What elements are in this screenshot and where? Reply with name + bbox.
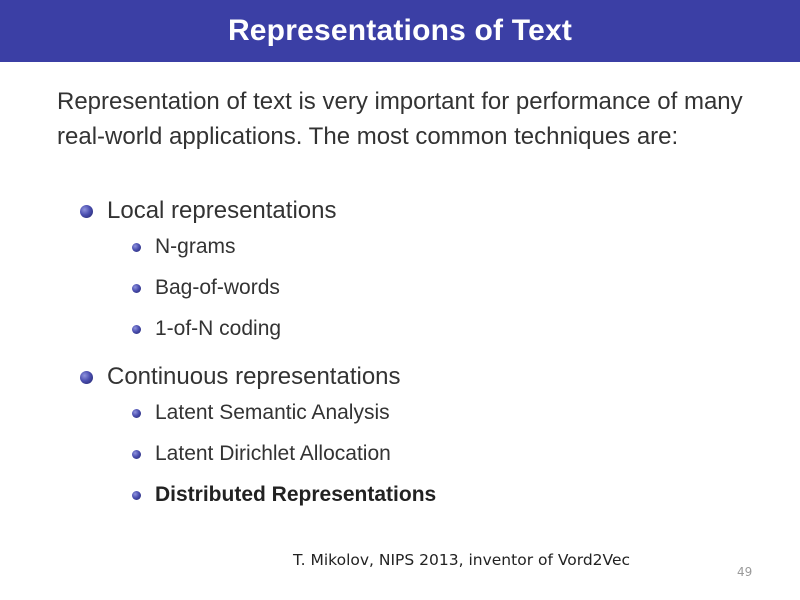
list-item: [132, 232, 720, 262]
list-item-label: N-grams: [155, 235, 236, 258]
section-heading-continuous: [80, 362, 720, 392]
section-local: [80, 196, 720, 355]
title-bar: [0, 0, 800, 62]
bullet-icon: [132, 284, 141, 293]
list-item-label: Distributed Representations: [155, 483, 437, 506]
list-item-label: 1-of-N coding: [155, 317, 282, 340]
bullet-icon: [132, 491, 141, 500]
bullet-icon: [132, 409, 141, 418]
section-heading-local: [80, 196, 720, 226]
list-item: [132, 439, 720, 469]
page-number: 49: [737, 565, 753, 579]
list-item: [132, 273, 720, 303]
list-item: [132, 314, 720, 344]
sublist-local: [80, 232, 720, 344]
bullet-icon: [80, 205, 93, 218]
sublist-continuous: [80, 398, 720, 510]
list-item: [132, 398, 720, 428]
citation-caption: T. Mikolov, NIPS 2013, inventor of Vord2Vec: [293, 551, 630, 569]
bullet-icon: [80, 371, 93, 384]
list-item-label: Latent Semantic Analysis: [155, 401, 390, 424]
section-label: Continuous representations: [107, 363, 401, 390]
bullet-icon: [132, 325, 141, 334]
section-label: Local representations: [107, 197, 337, 224]
list-item-label: Bag-of-words: [155, 276, 280, 299]
bullet-icon: [132, 243, 141, 252]
section-continuous: [80, 362, 720, 521]
intro-paragraph: Representation of text is very important for performance of many real-world applications. The most common techniques are:: [57, 88, 743, 150]
list-item-label: Latent Dirichlet Allocation: [155, 442, 391, 465]
bullet-icon: [132, 450, 141, 459]
list-item-highlighted: [132, 480, 720, 510]
slide-title: Representations of Text: [227, 14, 573, 47]
